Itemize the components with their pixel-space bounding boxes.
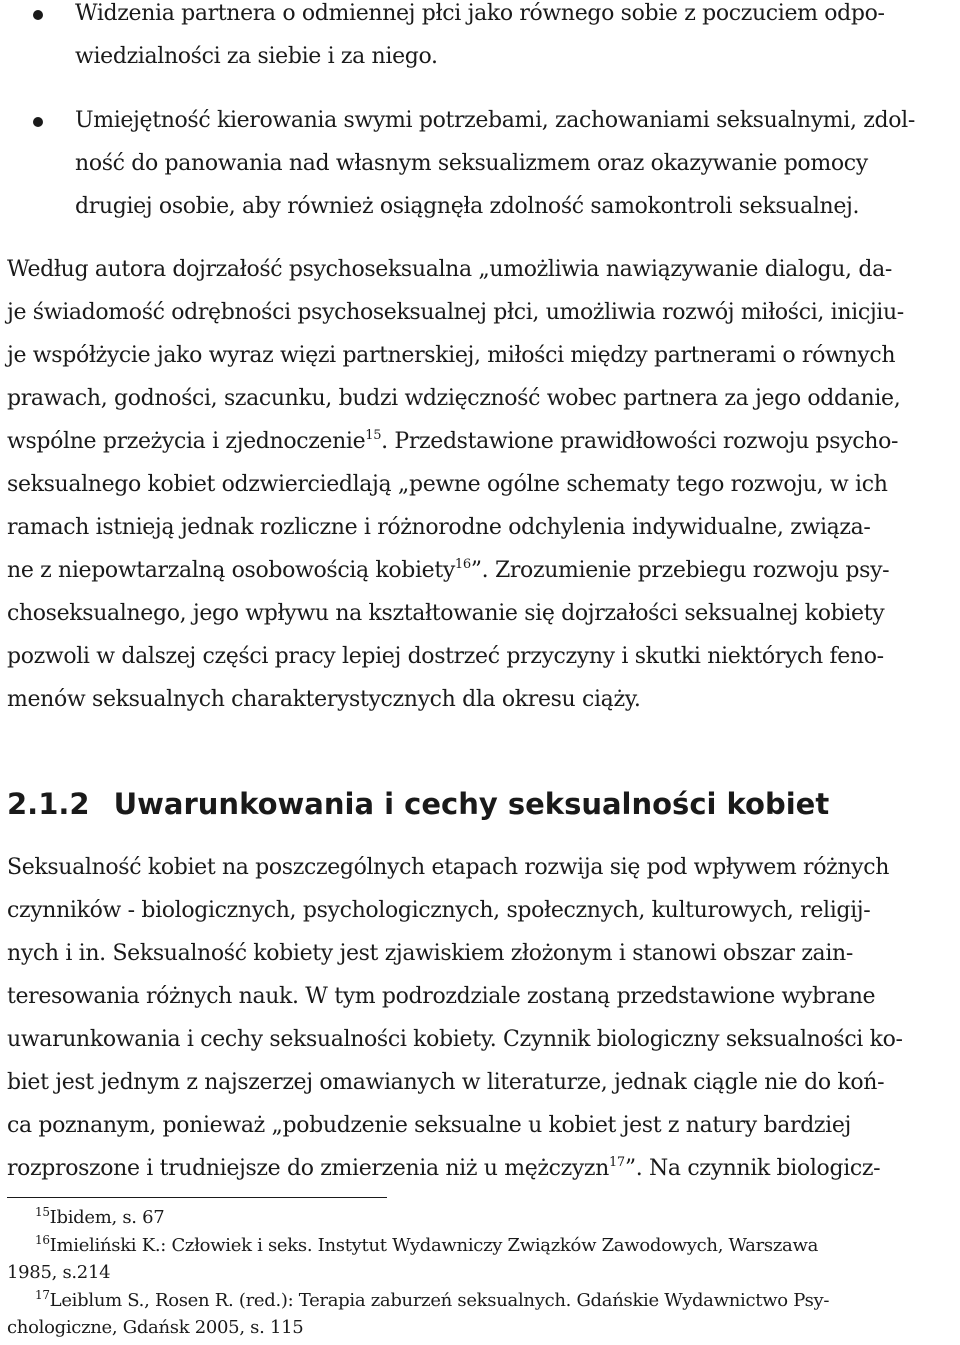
paragraph-line: teresowania różnych nauk. W tym podrozdziale zostaną przedstawione wybrane	[7, 984, 876, 1009]
footnote-ref[interactable]: 15	[365, 428, 382, 443]
list-item-line: Widzenia partnera o odmiennej płci jako równego sobie z poczuciem odpo-	[75, 1, 885, 26]
paragraph-line: uwarunkowania i cechy seksualności kobiety. Czynnik biologiczny seksualności ko-	[7, 1027, 903, 1052]
paragraph-line: seksualnego kobiet odzwierciedlają „pewne ogólne schematy tego rozwoju, w ich	[7, 472, 888, 497]
footnote-ref[interactable]: 16	[454, 557, 471, 572]
bullet-icon	[33, 117, 43, 127]
paragraph-line: pozwoli w dalszej części pracy lepiej dostrzeć przyczyny i skutki niektórych feno-	[7, 644, 884, 669]
section-heading	[7, 784, 829, 824]
paragraph-line	[7, 549, 889, 592]
footnote-continuation: chologiczne, Gdańsk 2005, s. 115	[7, 1317, 304, 1338]
paragraph-line: ca poznanym, ponieważ „pobudzenie seksualne u kobiet jest z natury bardziej	[7, 1113, 851, 1138]
section-number: 2.1.2	[7, 787, 90, 821]
paragraph-text: wspólne przeżycia i zjednoczenie	[7, 429, 366, 454]
paragraph-line: je świadomość odrębności psychoseksualnej płci, umożliwia rozwój miłości, inicjiu-	[7, 300, 904, 325]
paragraph-line: menów seksualnych charakterystycznych dla okresu ciąży.	[7, 687, 641, 712]
list-item-line: wiedzialności za siebie i za niego.	[75, 44, 438, 69]
footnote	[35, 1287, 829, 1314]
paragraph-line: Według autora dojrzałość psychoseksualna „umożliwia nawiązywanie dialogu, da-	[7, 257, 892, 282]
footnote-text: Ibidem, s. 67	[49, 1207, 165, 1228]
paragraph-line: czynników - biologicznych, psychologicznych, społecznych, kulturowych, religij-	[7, 898, 871, 923]
footnote-number: 16	[35, 1233, 50, 1247]
footnote-number: 15	[35, 1205, 50, 1219]
footnote-number: 17	[35, 1288, 50, 1302]
paragraph-text: rozproszone i trudniejsze do zmierzenia niż u mężczyzn	[7, 1156, 609, 1181]
bullet-icon	[33, 10, 43, 20]
footnote	[35, 1232, 818, 1259]
footnote-ref[interactable]: 17	[608, 1155, 625, 1170]
paragraph-text: ”. Zrozumienie przebiegu rozwoju psy-	[470, 558, 890, 583]
footnote-text: Imieliński K.: Człowiek i seks. Instytut Wydawniczy Związków Zawodowych, Warszawa	[49, 1235, 818, 1256]
paragraph-text: ne z niepowtarzalną osobowością kobiety	[7, 558, 455, 583]
paragraph-line: Seksualność kobiet na poszczególnych etapach rozwija się pod wpływem różnych	[7, 855, 890, 880]
paragraph-line: biet jest jednym z najszerzej omawianych w literaturze, jednak ciągle nie do koń-	[7, 1070, 885, 1095]
footnote	[35, 1204, 164, 1231]
paragraph-line: je współżycie jako wyraz więzi partnerskiej, miłości między partnerami o równych	[7, 343, 896, 368]
list-item-line: Umiejętność kierowania swymi potrzebami, zachowaniami seksualnymi, zdol-	[75, 108, 915, 133]
paragraph-line	[7, 420, 898, 463]
section-title: Uwarunkowania i cechy seksualności kobiet	[113, 787, 830, 821]
paragraph-text: ”. Na czynnik biologicz-	[624, 1156, 881, 1181]
paragraph-line: choseksualnego, jego wpływu na kształtowanie się dojrzałości seksualnej kobiety	[7, 601, 885, 626]
paragraph-line: nych i in. Seksualność kobiety jest zjawiskiem złożonym i stanowi obszar zain-	[7, 941, 853, 966]
list-item-line: drugiej osobie, aby również osiągnęła zdolność samokontroli seksualnej.	[75, 194, 860, 219]
paragraph-line: prawach, godności, szacunku, budzi wdzięczność wobec partnera za jego oddanie,	[7, 386, 901, 411]
footnote-continuation: 1985, s.214	[7, 1262, 111, 1283]
paragraph-line	[7, 1147, 880, 1190]
paragraph-text: . Przedstawione prawidłowości rozwoju psycho-	[381, 429, 899, 454]
footnote-text: Leiblum S., Rosen R. (red.): Terapia zaburzeń seksualnych. Gdańskie Wydawnictwo Psy-	[49, 1290, 830, 1311]
footnote-separator	[7, 1197, 387, 1198]
list-item-line: ność do panowania nad własnym seksualizmem oraz okazywanie pomocy	[75, 151, 868, 176]
paragraph-line: ramach istnieją jednak rozliczne i różnorodne odchylenia indywidualne, związa-	[7, 515, 871, 540]
